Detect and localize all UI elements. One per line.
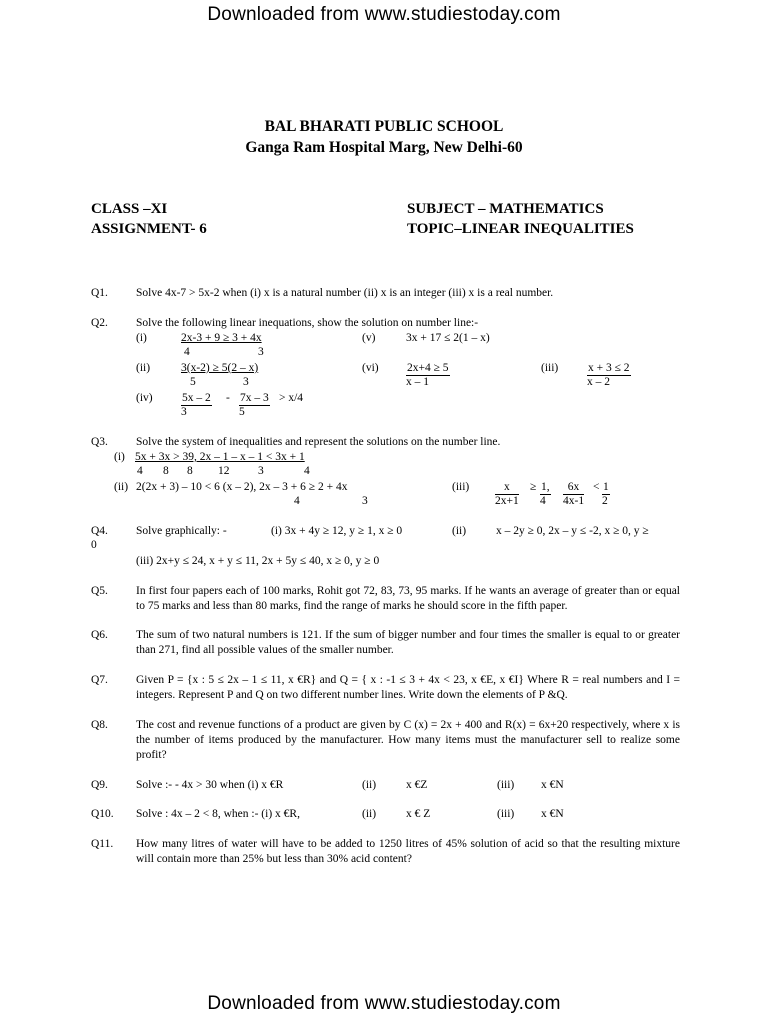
numerator: 1	[603, 481, 609, 493]
denominator: 4x-1	[563, 495, 585, 507]
denominator: 3	[243, 376, 249, 388]
denominator: 3	[362, 495, 368, 507]
fraction	[239, 392, 270, 419]
part-label: (iv)	[136, 392, 153, 404]
denominator: 4	[540, 495, 546, 507]
denominator: 12	[218, 465, 230, 477]
part-label: (iii)	[497, 808, 515, 820]
denominator: 4	[184, 346, 190, 358]
part-label: (ii)	[136, 362, 151, 374]
question-text: Solve :- - 4x > 30 when (i) x €R	[136, 779, 284, 791]
part-label: (iii)	[541, 362, 559, 374]
denominator: 2x+1	[495, 495, 519, 507]
denominator: 2	[602, 495, 608, 507]
answer-domain: x €N	[541, 779, 564, 791]
question-number: Q6.	[91, 629, 108, 641]
numerator: 1,	[541, 481, 550, 493]
assignment-label: ASSIGNMENT- 6	[91, 221, 207, 237]
part-label: (ii)	[362, 779, 377, 791]
inequation-expression: (iii) 2x+y ≤ 24, x + y ≤ 11, 2x + 5y ≤ 40, x ≥ 0, y ≥ 0	[136, 555, 380, 567]
school-address: Ganga Ram Hospital Marg, New Delhi-60	[245, 139, 523, 156]
question-text: Given P = {x : 5 ≤ 2x – 1 ≤ 11, x €R} and Q = { x : -1 ≤ 3 + 4x < 23, x €E, x €I} Where R = real numbers and I = integers. Represent P and Q on two different number lines. Write down the elements of P &Q.	[136, 674, 680, 701]
topic-label: TOPIC–LINEAR INEQUALITIES	[407, 221, 634, 237]
class-label: CLASS –XI	[91, 201, 168, 217]
answer-domain: x € Z	[406, 808, 431, 820]
question-number: Q11.	[91, 838, 114, 850]
question-text: The sum of two natural numbers is 121. If the sum of bigger number and four times the smaller is equal to or greater than 271, find all possible values of the smaller number.	[136, 629, 680, 656]
question-number: Q9.	[91, 779, 108, 791]
question-number: Q10.	[91, 808, 114, 820]
download-banner-top: Downloaded from www.studiestoday.com	[207, 4, 561, 25]
numerator: 7x – 3	[240, 392, 269, 404]
question-number: Q4.	[91, 525, 108, 537]
question-number-continued: 0	[91, 539, 97, 551]
answer-domain: x €N	[541, 808, 564, 820]
denominator: 5	[239, 406, 245, 418]
denominator: 3	[181, 406, 187, 418]
question-text: Solve 4x-7 > 5x-2 when (i) x is a natural number (ii) x is an integer (iii) x is a real number.	[136, 287, 554, 299]
denominator: 4	[137, 465, 143, 477]
denominator: 8	[187, 465, 193, 477]
denominator: 5	[190, 376, 196, 388]
part-label: (ii)	[452, 525, 467, 537]
part-label: (ii)	[114, 481, 129, 493]
question-text: Solve graphically: -	[136, 525, 227, 537]
question-text: How many litres of water will have to be added to 1250 litres of 45% solution of acid so that the resulting mixture will contain more than 25% but less than 30% acid content?	[136, 838, 680, 865]
question-text: In first four papers each of 100 marks, Rohit got 72, 83, 73, 95 marks. If he wants an average of greater than or equal to 75 marks and less than 80 marks, find the range of marks he should score in the fifth paper.	[136, 585, 680, 612]
denominator: 4	[294, 495, 300, 507]
part-label: (v)	[362, 332, 376, 344]
inequation-expression: 2x-3 + 9 ≥ 3 + 4x	[181, 332, 262, 344]
operator: ≥	[530, 481, 537, 493]
question-text: Solve the following linear inequations, show the solution on number line:-	[136, 317, 479, 329]
question-number: Q8.	[91, 719, 108, 731]
inequation-expression: x – 2y ≥ 0, 2x – y ≤ -2, x ≥ 0, y ≥	[496, 525, 649, 537]
inequation-expression: 2(2x + 3) – 10 < 6 (x – 2), 2x – 3 + 6 ≥ 2 + 4x	[136, 481, 348, 493]
numerator: 5x – 2	[182, 392, 211, 404]
fraction	[495, 481, 519, 508]
numerator: x	[495, 481, 519, 495]
inequation-expression: 3(x-2) ≥ 5(2 – x)	[181, 362, 259, 374]
denominator: 3	[258, 346, 264, 358]
fraction	[563, 481, 584, 508]
question-number: Q1.	[91, 287, 108, 299]
fraction	[406, 362, 450, 389]
operator: -	[226, 392, 230, 404]
subject-label: SUBJECT – MATHEMATICS	[407, 201, 604, 217]
part-label: (i)	[136, 332, 147, 344]
operator: <	[593, 481, 600, 493]
numerator: x + 3 ≤ 2	[588, 362, 630, 374]
question-text: Solve : 4x – 2 < 8, when :- (i) x €R,	[136, 808, 300, 820]
question-number: Q7.	[91, 674, 108, 686]
inequation-expression: (i) 3x + 4y ≥ 12, y ≥ 1, x ≥ 0	[271, 525, 403, 537]
question-number: Q2.	[91, 317, 108, 329]
fraction	[540, 481, 551, 508]
numerator: 6x	[563, 481, 584, 495]
question-text: The cost and revenue functions of a product are given by C (x) = 2x + 400 and R(x) = 6x+20 respectively, where x is the number of items produced by the manufacturer. How many items must the manufacturer sell to realize some profit?	[136, 719, 680, 761]
numerator: 2x+4 ≥ 5	[407, 362, 449, 374]
part-label: (iii)	[497, 779, 515, 791]
denominator: 3	[258, 465, 264, 477]
part-label: (iii)	[452, 481, 470, 493]
part-label: (i)	[114, 451, 125, 463]
denominator: x – 2	[587, 376, 610, 388]
fraction	[602, 481, 610, 508]
inequation-expression: 5x + 3x > 39, 2x – 1 – x – 1 < 3x + 1	[135, 451, 305, 463]
part-label: (ii)	[362, 808, 377, 820]
fraction	[181, 392, 212, 419]
inequation-expression: > x/4	[279, 392, 304, 404]
inequation-expression: 3x + 17 ≤ 2(1 – x)	[406, 332, 490, 344]
denominator: 8	[163, 465, 169, 477]
denominator: 4	[304, 465, 310, 477]
question-number: Q5.	[91, 585, 108, 597]
school-name: BAL BHARATI PUBLIC SCHOOL	[264, 118, 504, 135]
question-text: Solve the system of inequalities and represent the solutions on the number line.	[136, 436, 501, 448]
denominator: x – 1	[406, 376, 429, 388]
part-label: (vi)	[362, 362, 379, 374]
download-banner-bottom: Downloaded from www.studiestoday.com	[207, 993, 561, 1014]
fraction	[587, 362, 631, 389]
answer-domain: x €Z	[406, 779, 428, 791]
question-number: Q3.	[91, 436, 108, 448]
